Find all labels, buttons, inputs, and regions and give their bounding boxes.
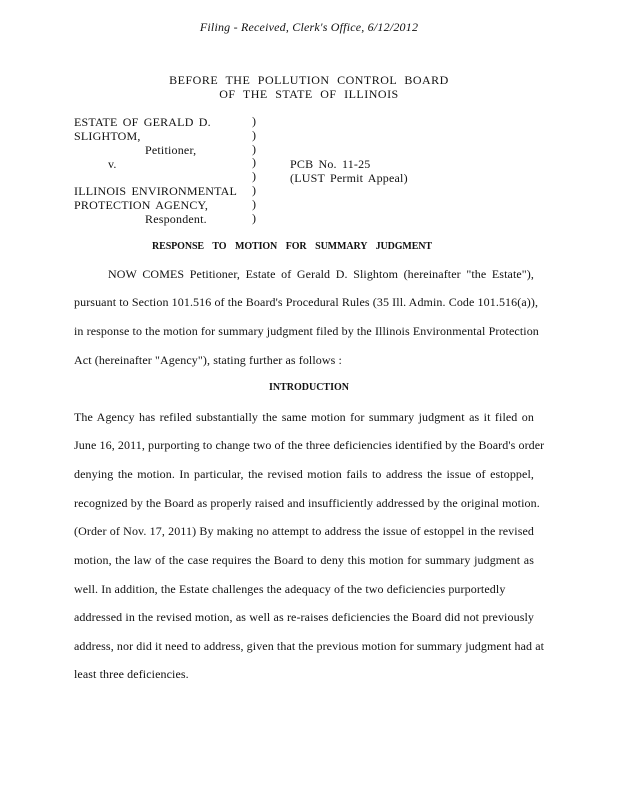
case-number: PCB No. 11-25 [290,157,371,171]
caption-paren: ) [252,210,256,225]
introduction-paragraph-line: denying the motion. In particular, the revised motion fails to address the issue of estoppel, [74,467,534,481]
caption-paren: ) [252,114,256,128]
caption-paren: ) [252,155,256,170]
caption-paren: ) [252,141,256,156]
intro-paragraph-line: NOW COMES Petitioner, Estate of Gerald D. Slightom (hereinafter "the Estate"), [108,267,534,281]
caption-paren-column [252,115,262,225]
intro-paragraph-line: pursuant to Section 101.516 of the Board's Procedural Rules (35 Ill. Admin. Code 101.516(a)), [74,295,539,309]
introduction-paragraph-line: The Agency has refiled substantially the same motion for summary judgment as it filed on [74,410,534,424]
introduction-paragraph-line: well. In addition, the Estate challenges the adequacy of the two deficiencies purportedly [74,582,506,596]
intro-paragraph-line: in response to the motion for summary judgment filed by the Illinois Environmental Protection [74,324,539,338]
introduction-paragraph-line: motion, the law of the case requires the Board to deny this motion for summary judgment as [74,553,534,567]
petitioner-name-line-1: ESTATE OF GERALD D. [74,115,211,129]
introduction-paragraph-line: addressed in the revised motion, as well as re-raises deficiencies the Board did not previously [74,610,534,624]
intro-paragraph-line: Act (hereinafter "Agency"), stating further as follows : [74,353,342,367]
introduction-paragraph-line: (Order of Nov. 17, 2011) By making no attempt to address the issue of estoppel in the revised [74,524,534,538]
board-title-line-1: BEFORE THE POLLUTION CONTROL BOARD [169,73,449,87]
respondent-role: Respondent. [145,212,207,226]
case-type: (LUST Permit Appeal) [290,171,408,185]
caption-paren: ) [252,182,256,197]
introduction-paragraph-line: least three deficiencies. [74,667,189,681]
petitioner-name-line-2: SLIGHTOM, [74,129,141,143]
filing-stamp-header: Filing - Received, Clerk's Office, 6/12/2012 [199,20,419,34]
caption-paren: ) [252,169,256,184]
versus: v. [108,157,117,171]
petitioner-role: Petitioner, [145,143,197,157]
caption-paren: ) [252,196,256,211]
caption-paren: ) [252,127,256,142]
respondent-name-line-1: ILLINOIS ENVIRONMENTAL [74,184,238,198]
section-heading-introduction: INTRODUCTION [268,382,349,393]
board-title-line-2: OF THE STATE OF ILLINOIS [219,87,399,101]
respondent-name-line-2: PROTECTION AGENCY, [74,198,209,212]
introduction-paragraph-line: address, nor did it need to address, given that the previous motion for summary judgment had at [74,639,545,653]
introduction-paragraph-line: June 16, 2011, purporting to change two of the three deficiencies identified by the Board's order [74,438,545,452]
introduction-paragraph-line: recognized by the Board as properly raised and insufficiently addressed by the original motion. [74,496,540,510]
document-title: RESPONSE TO MOTION FOR SUMMARY JUDGMENT [152,241,432,252]
